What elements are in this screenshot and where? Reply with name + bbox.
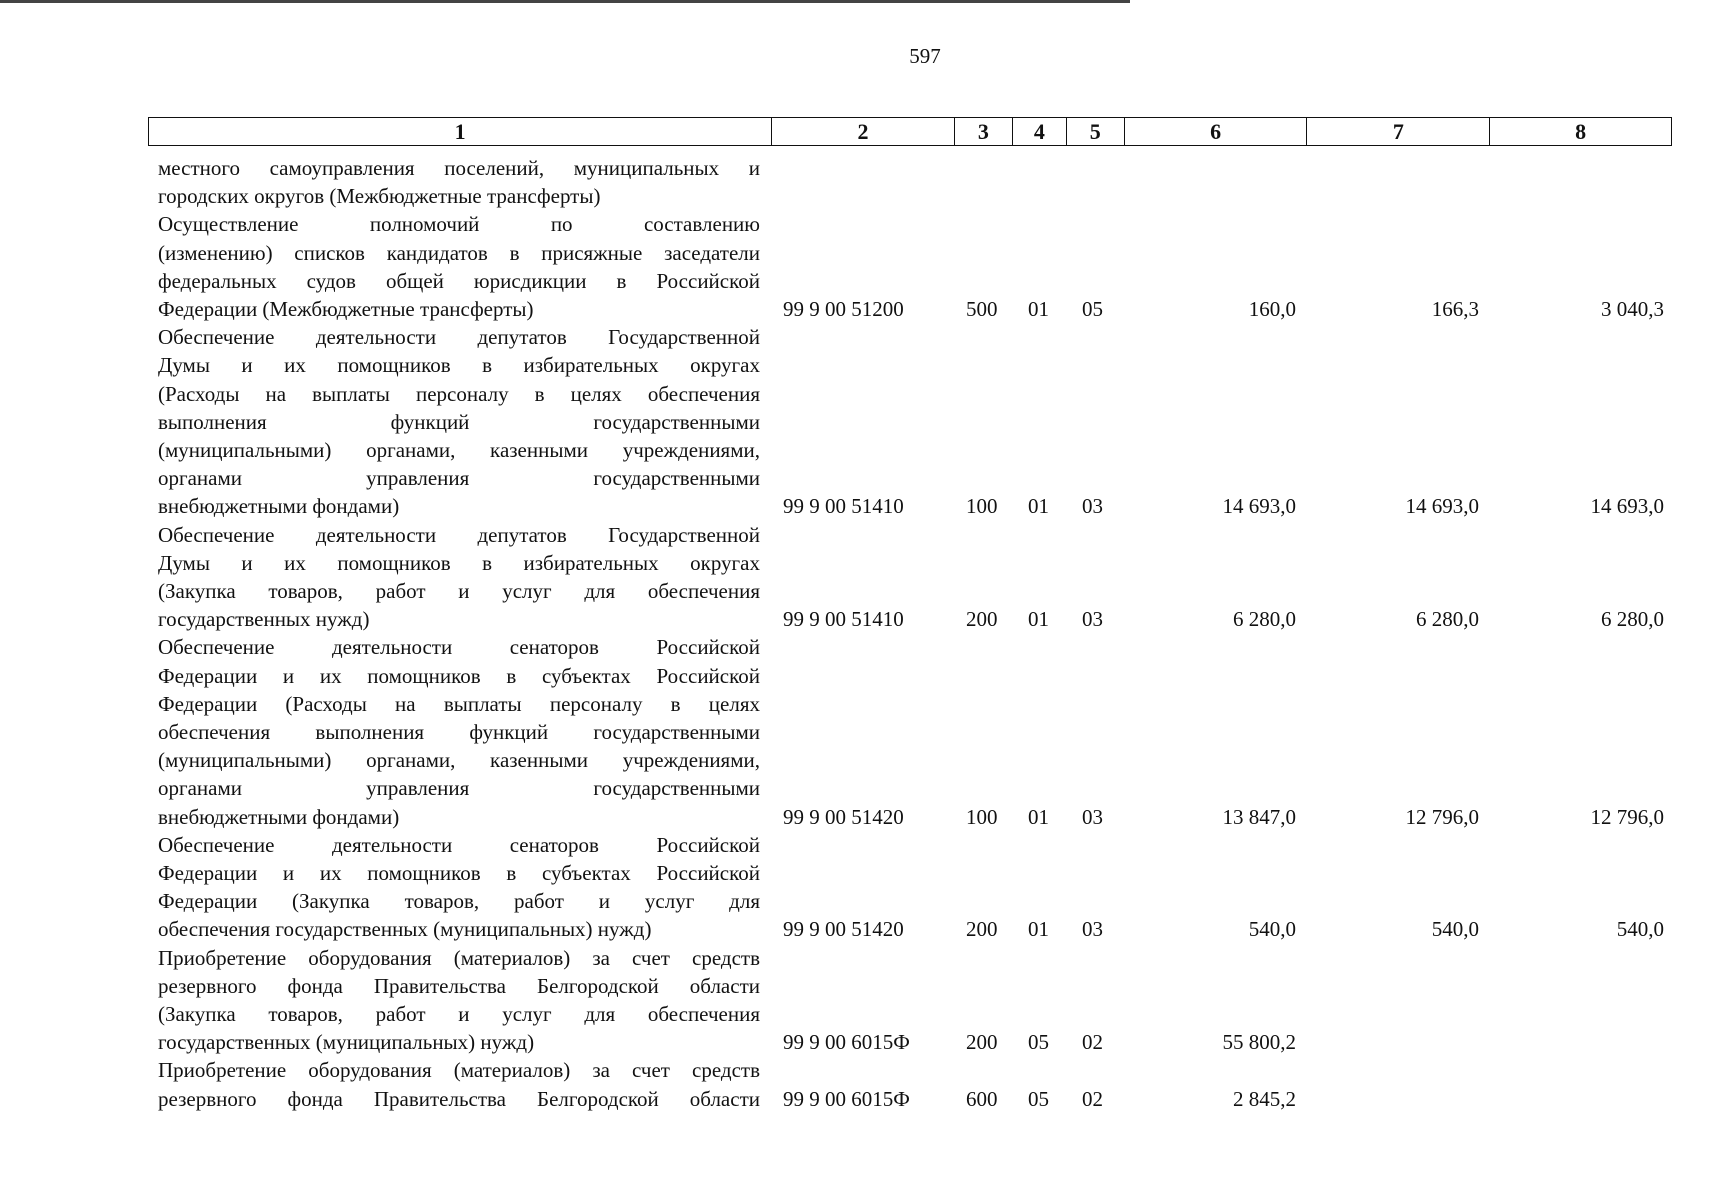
row-section: 05 bbox=[1028, 1030, 1049, 1055]
row-description-line: (Закупка товаров, работ и услуг для обеспечения bbox=[158, 1001, 760, 1026]
row-description bbox=[158, 944, 760, 1057]
scan-top-rule bbox=[0, 0, 1130, 3]
header-col-7: 7 bbox=[1307, 118, 1490, 145]
row-expense-type: 200 bbox=[966, 1030, 998, 1055]
row-amount-col8: 14 693,0 bbox=[1590, 494, 1664, 519]
header-col-8: 8 bbox=[1575, 119, 1587, 144]
page-number: 597 bbox=[909, 44, 941, 68]
row-description-line: Федерации (Расходы на выплаты персоналу в целях bbox=[158, 691, 760, 716]
row-amount-col7: 14 693,0 bbox=[1405, 494, 1479, 519]
row-code: 99 9 00 51420 bbox=[783, 804, 904, 829]
row-amount-col6: 55 800,2 bbox=[1222, 1030, 1296, 1055]
row-description-line: обеспечения государственных (муниципальных) нужд) bbox=[158, 917, 652, 942]
row-description bbox=[158, 831, 760, 944]
row-expense-type: 200 bbox=[966, 917, 998, 942]
row-description-line: государственных нужд) bbox=[158, 607, 370, 632]
row-code: 99 9 00 51410 bbox=[783, 494, 904, 519]
row-description-line: Федерации и их помощников в субъектах Российской bbox=[158, 663, 760, 688]
row-description-line: Приобретение оборудования (материалов) за счет средств bbox=[158, 945, 760, 970]
row-subsection: 02 bbox=[1082, 1086, 1103, 1111]
row-amount-col6: 2 845,2 bbox=[1233, 1086, 1296, 1111]
table-row bbox=[0, 633, 1714, 830]
row-expense-type: 100 bbox=[966, 804, 998, 829]
row-subsection: 03 bbox=[1082, 607, 1103, 632]
row-amount-col7: 166,3 bbox=[1431, 296, 1479, 321]
row-description-line: органами управления государственными bbox=[158, 776, 760, 801]
row-amount-col6: 13 847,0 bbox=[1222, 804, 1296, 829]
row-section: 01 bbox=[1028, 804, 1049, 829]
row-subsection: 03 bbox=[1082, 494, 1103, 519]
table-row bbox=[0, 323, 1714, 520]
row-description-line: городских округов (Межбюджетные трансферты) bbox=[158, 184, 601, 209]
row-description-line: резервного фонда Правительства Белгородской области bbox=[158, 1086, 760, 1111]
table-row bbox=[0, 831, 1714, 944]
row-description bbox=[158, 1056, 760, 1112]
row-section: 01 bbox=[1028, 607, 1049, 632]
row-expense-type: 600 bbox=[966, 1086, 998, 1111]
row-amount-col8: 540,0 bbox=[1616, 917, 1664, 942]
header-col-3: 3 bbox=[955, 118, 1013, 145]
row-subsection: 03 bbox=[1082, 804, 1103, 829]
table-body bbox=[0, 154, 1714, 1113]
row-expense-type: 500 bbox=[966, 296, 998, 321]
row-amount-col6: 6 280,0 bbox=[1233, 607, 1296, 632]
row-amount-col8: 12 796,0 bbox=[1590, 804, 1664, 829]
header-col-4: 4 bbox=[1013, 118, 1067, 145]
row-amount-col7: 540,0 bbox=[1431, 917, 1479, 942]
table-row bbox=[0, 944, 1714, 1057]
row-description-line: Думы и их помощников в избирательных округах bbox=[158, 353, 760, 378]
row-description-line: Приобретение оборудования (материалов) за счет средств bbox=[158, 1058, 760, 1083]
row-code: 99 9 00 6015Ф bbox=[783, 1086, 910, 1111]
row-amount-col6: 160,0 bbox=[1248, 296, 1296, 321]
table-header bbox=[148, 117, 1672, 146]
row-description-line: (Расходы на выплаты персоналу в целях обеспечения bbox=[158, 381, 760, 406]
row-description-line: обеспечения выполнения функций государственными bbox=[158, 719, 760, 744]
row-code: 99 9 00 51420 bbox=[783, 917, 904, 942]
header-col-5: 5 bbox=[1067, 118, 1125, 145]
row-description-line: (муниципальными) органами, казенными учреждениями, bbox=[158, 748, 760, 773]
header-col-2: 2 bbox=[772, 118, 955, 145]
row-description bbox=[158, 154, 760, 210]
row-description-line: выполнения функций государственными bbox=[158, 409, 760, 434]
row-description-line: внебюджетными фондами) bbox=[158, 804, 400, 829]
row-description-line: Думы и их помощников в избирательных округах bbox=[158, 550, 760, 575]
row-description-line: федеральных судов общей юрисдикции в Российской bbox=[158, 268, 760, 293]
row-description-line: Осуществление полномочий по составлению bbox=[158, 212, 760, 237]
row-expense-type: 100 bbox=[966, 494, 998, 519]
row-amount-col8: 3 040,3 bbox=[1601, 296, 1664, 321]
row-code: 99 9 00 6015Ф bbox=[783, 1030, 910, 1055]
header-col-6: 6 bbox=[1125, 118, 1308, 145]
table-row bbox=[0, 210, 1714, 323]
row-description-line: Обеспечение деятельности сенаторов Российской bbox=[158, 832, 760, 857]
row-description-line: Обеспечение деятельности депутатов Государственной bbox=[158, 325, 760, 350]
row-description bbox=[158, 210, 760, 323]
row-description-line: Федерации (Закупка товаров, работ и услуг для bbox=[158, 889, 760, 914]
row-description-line: (Закупка товаров, работ и услуг для обеспечения bbox=[158, 578, 760, 603]
header-col-1: 1 bbox=[149, 118, 772, 145]
row-amount-col6: 540,0 bbox=[1248, 917, 1296, 942]
row-expense-type: 200 bbox=[966, 607, 998, 632]
row-description-line: местного самоуправления поселений, муниципальных и bbox=[158, 156, 760, 180]
row-description-line: Федерации и их помощников в субъектах Российской bbox=[158, 860, 760, 885]
row-section: 05 bbox=[1028, 1086, 1049, 1111]
row-description-line: (изменению) списков кандидатов в присяжные заседатели bbox=[158, 240, 760, 265]
row-subsection: 05 bbox=[1082, 296, 1103, 321]
row-code: 99 9 00 51200 bbox=[783, 296, 904, 321]
row-amount-col6: 14 693,0 bbox=[1222, 494, 1296, 519]
row-description-line: Обеспечение деятельности депутатов Государственной bbox=[158, 522, 760, 547]
row-description-line: государственных (муниципальных) нужд) bbox=[158, 1030, 535, 1055]
row-description bbox=[158, 633, 760, 830]
row-amount-col8: 6 280,0 bbox=[1601, 607, 1664, 632]
row-section: 01 bbox=[1028, 494, 1049, 519]
table-row bbox=[0, 1056, 1714, 1112]
row-description-line: органами управления государственными bbox=[158, 466, 760, 491]
table-row bbox=[0, 154, 1714, 210]
row-description bbox=[158, 323, 760, 520]
row-code: 99 9 00 51410 bbox=[783, 607, 904, 632]
row-description-line: Федерации (Межбюджетные трансферты) bbox=[158, 297, 534, 321]
row-section: 01 bbox=[1028, 296, 1049, 321]
row-subsection: 02 bbox=[1082, 1030, 1103, 1055]
row-amount-col7: 6 280,0 bbox=[1416, 607, 1479, 632]
row-description-line: внебюджетными фондами) bbox=[158, 494, 400, 519]
row-description-line: Обеспечение деятельности сенаторов Российской bbox=[158, 635, 760, 660]
row-subsection: 03 bbox=[1082, 917, 1103, 942]
row-amount-col7: 12 796,0 bbox=[1405, 804, 1479, 829]
row-description bbox=[158, 521, 760, 634]
row-section: 01 bbox=[1028, 917, 1049, 942]
row-description-line: резервного фонда Правительства Белгородской области bbox=[158, 973, 760, 998]
table-row bbox=[0, 521, 1714, 634]
row-description-line: (муниципальными) органами, казенными учреждениями, bbox=[158, 438, 760, 462]
